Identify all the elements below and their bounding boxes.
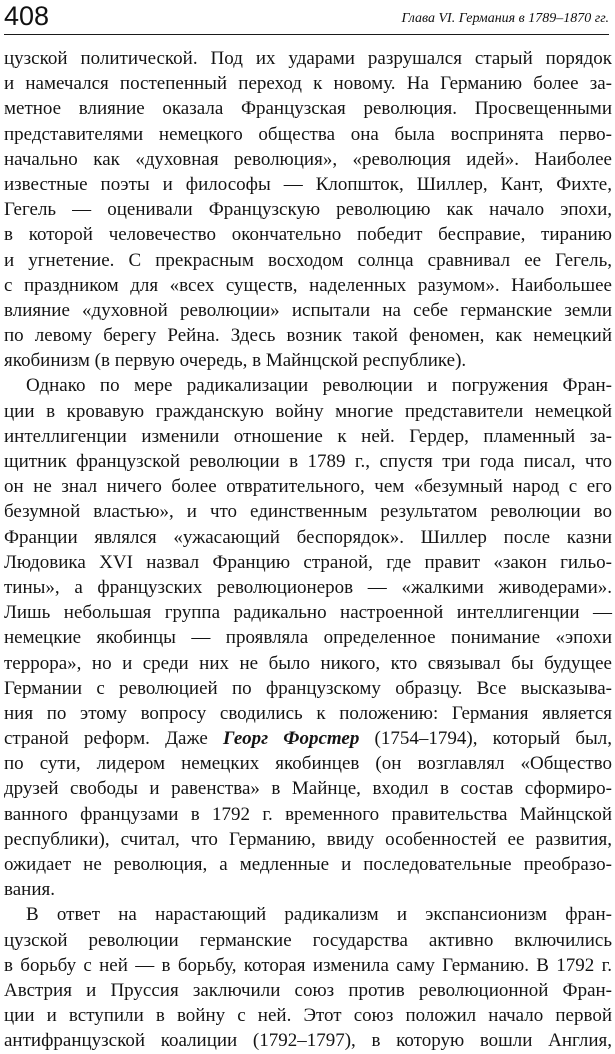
text-line: друзей свободы и равенства» в Майнце, входил в состав сформиро- xyxy=(4,778,612,800)
page-number: 408 xyxy=(4,1,50,31)
text-line: террора», но и среди них не было никого, кто связывал бы будущее xyxy=(4,652,612,674)
text-line: ции в кровавую гражданскую войну многие представители немецкой xyxy=(4,400,612,422)
text-line: влияние «духовной революции» испытали на себе германские земли xyxy=(4,299,612,321)
page-header xyxy=(4,0,609,35)
text-line: страной реформ. Даже Георг Форстер (1754–1794), который был, xyxy=(4,728,613,750)
text-line: тины», а французских революционеров — «жалкими живодерами». xyxy=(4,576,612,598)
text-line: республики), считал, что Германию, ввиду особенностей ее развития, xyxy=(4,828,612,850)
text-line: по левому берегу Рейна. Здесь возник такой феномен, как немецкий xyxy=(4,325,612,347)
text-line: цузской революции германские государства активно включились xyxy=(4,929,612,951)
text-line: представителями немецкого общества она была воспринята перво- xyxy=(4,123,612,145)
text-line: Лишь небольшая группа радикально настроенной интеллигенции — xyxy=(4,602,612,624)
text-line: Людовика XVI назвал Францию страной, где правит «закон гильо- xyxy=(4,551,612,573)
text-line: ванного французами в 1792 г. временного правительства Майнцской xyxy=(4,803,612,825)
text-line: В ответ на нарастающий радикализм и экспансионизм фран- xyxy=(26,904,612,926)
text-line: вания. xyxy=(4,879,55,901)
text-line: безумной властью», и что единственным результатом революции во xyxy=(4,501,612,523)
text-line: он не знал ничего более отвратительного, чем «безумный народ с его xyxy=(4,476,612,498)
emphasized-name: Георг Форстер xyxy=(223,728,360,750)
text-line: в которой человечество окончательно победит бесправие, тиранию xyxy=(4,224,612,246)
text-line: и угнетение. С прекрасным восходом солнца сравнивал ее Гегель, xyxy=(4,249,612,271)
text-line: ожидает не революция, а медленные и последовательные преобразо- xyxy=(4,854,612,875)
text-line: Франции являлся «ужасающий беспорядок». Шиллер после казни xyxy=(4,526,612,548)
text-line: антифранцузской коалиции (1792–1797), в которую вошли Англия, xyxy=(4,1030,612,1052)
text-line: с праздником для «всех существ, наделенных разумом». Наибольшее xyxy=(4,274,612,296)
running-head: Глава VI. Германия в 1789–1870 гг. xyxy=(401,11,609,26)
text-line: Однако по мере радикализации революции и погружения Фран- xyxy=(26,375,612,397)
text-line: ния по этому вопросу сводились к положению: Германия является xyxy=(4,702,612,724)
body-text xyxy=(4,46,612,1054)
text-line: интеллигенции изменили отношение к ней. Гердер, пламенный за- xyxy=(4,425,612,447)
text-line: ции и вступили в войну с ней. Этот союз положил начало первой xyxy=(4,1005,612,1027)
text-line: метное влияние оказала Французская революция. Просвещенными xyxy=(4,98,612,120)
text-line: Австрия и Пруссия заключили союз против революционной Фран- xyxy=(4,979,612,1001)
text-line: известные поэты и философы — Клопшток, Шиллер, Кант, Фихте, xyxy=(4,173,612,195)
text-line: немецкие якобинцы — проявляла определенное понимание «эпохи xyxy=(4,627,612,649)
text-line: начально как «духовная революция», «революция идей». Наиболее xyxy=(4,148,612,170)
text-line: Германии с революцией по французскому образцу. Все высказыва- xyxy=(4,677,612,699)
text-line: в борьбу с ней — в борьбу, которая изменила саму Германию. В 1792 г. xyxy=(4,954,612,976)
text-line: и намечался постепенный переход к новому. На Германию более за- xyxy=(4,73,612,95)
text-line: щитник французской революции в 1789 г., спустя три года писал, что xyxy=(4,451,612,472)
text-line: Гегель — оценивали Французскую революцию как начало эпохи, xyxy=(4,199,612,221)
text-line: по сути, лидером немецких якобинцев (он возглавлял «Общество xyxy=(4,753,612,775)
text-line: якобинизм (в первую очередь, в Майнцской республике). xyxy=(4,350,467,372)
text-line: цузской политической. Под их ударами разрушался старый порядок xyxy=(4,48,612,69)
